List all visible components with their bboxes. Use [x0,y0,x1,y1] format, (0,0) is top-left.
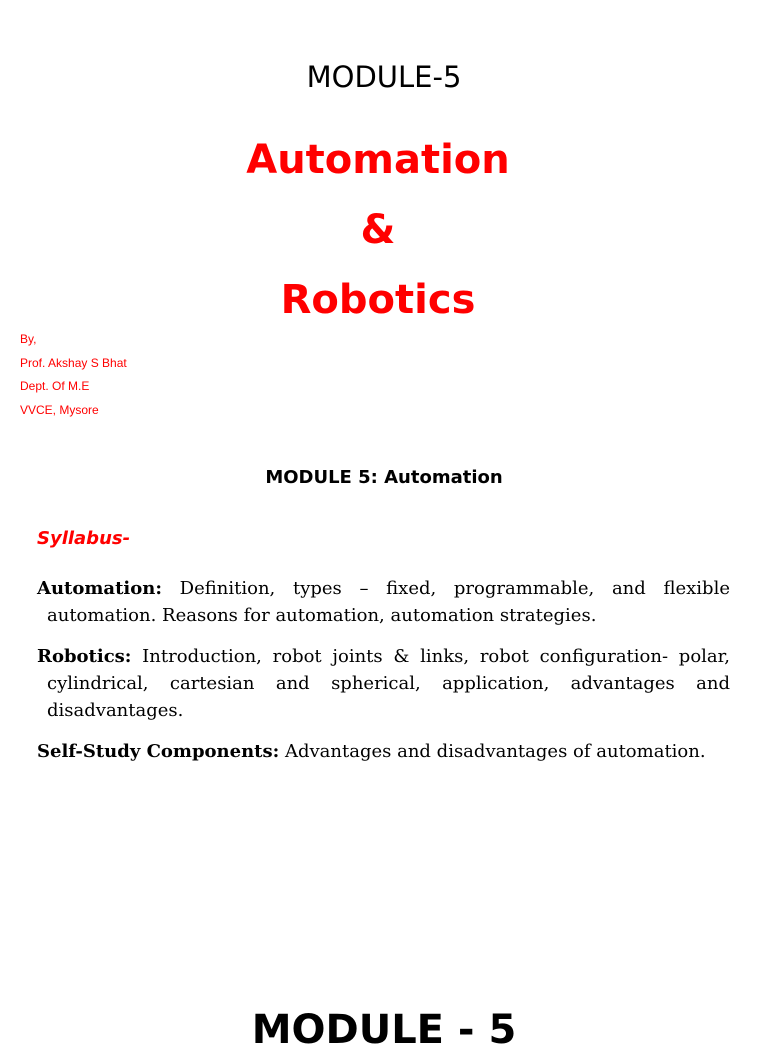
topic-text: Advantages and disadvantages of automation. [279,741,706,762]
topic-robotics [37,643,730,724]
author-department: Dept. Of M.E [20,379,90,393]
topic-term: Automation: [37,578,162,599]
topic-text: Definition, types – fixed, programmable, and flexible automation. Reasons for automation, automation strategies. [47,578,730,626]
topic-term: Robotics: [37,646,132,667]
byline-by: By, [20,332,37,346]
author-institution: VVCE, Mysore [20,402,99,417]
title-line-ampersand: & [360,207,396,253]
title-line-automation: Automation [246,137,510,183]
topic-automation [37,575,730,629]
topic-self-study [37,738,730,765]
module-label: MODULE-5 [306,60,462,94]
title-line-robotics: Robotics [280,277,476,323]
author-byline [20,328,127,422]
syllabus-label: Syllabus- [37,528,131,549]
syllabus-topics [37,575,730,779]
next-page-title-partial: MODULE - 5 [251,1007,517,1053]
topic-term: Self-Study Components: [37,741,280,762]
author-name: Prof. Akshay S Bhat [20,355,127,370]
topic-text: Introduction, robot joints & links, robot configuration- polar, cylindrical, cartesian and spherical, application, advantages and disadvantages. [47,646,730,721]
section-heading: MODULE 5: Automation [265,467,503,488]
